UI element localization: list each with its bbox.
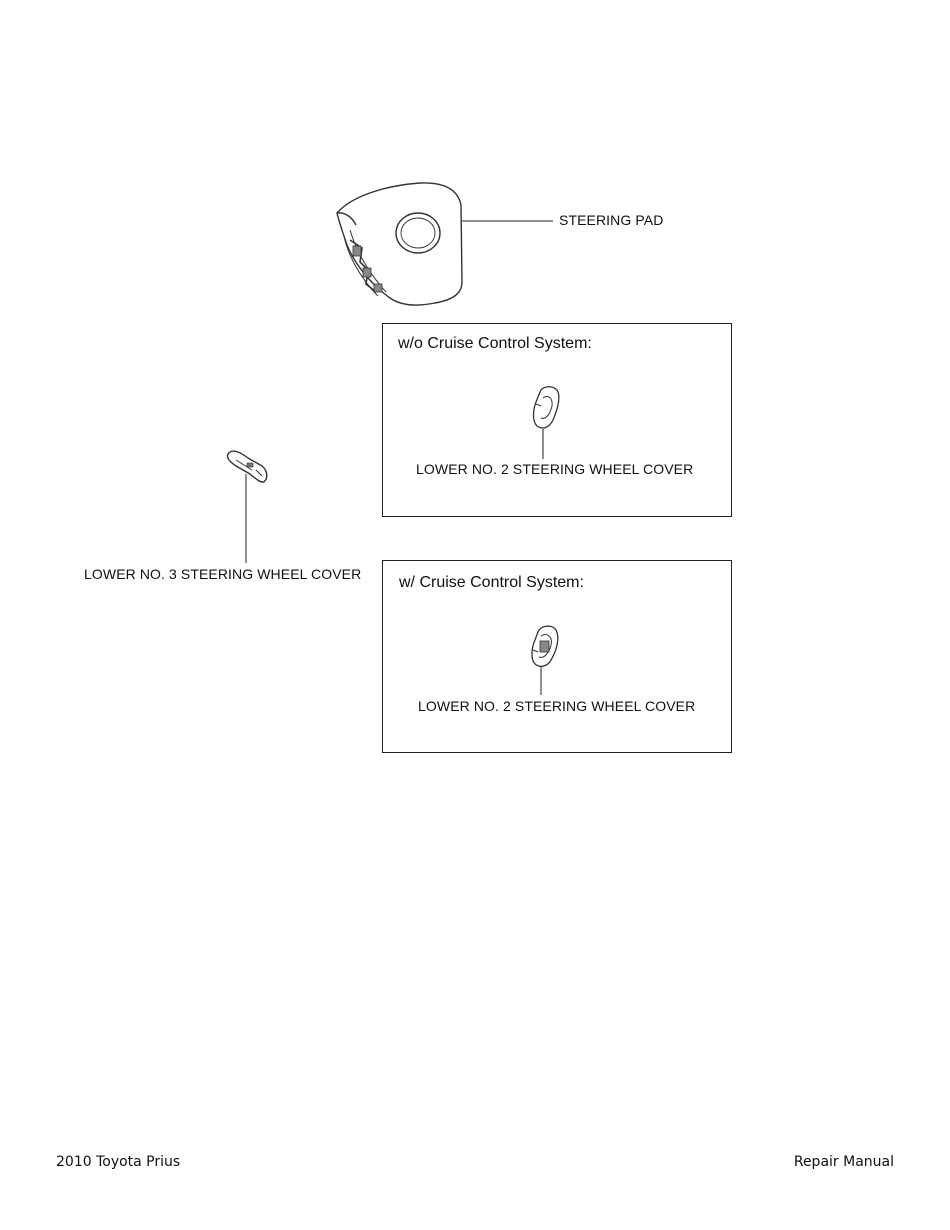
- panel-without-part-label: LOWER NO. 2 STEERING WHEEL COVER: [416, 461, 694, 477]
- steering-pad-label: STEERING PAD: [559, 212, 664, 228]
- footer-right: Repair Manual: [793, 1154, 894, 1170]
- steering-pad-illustration: [337, 183, 462, 305]
- panel-with-cruise-control: [382, 560, 732, 753]
- panel-with-part-label: LOWER NO. 2 STEERING WHEEL COVER: [418, 698, 696, 714]
- panel-without-cruise-control: [382, 323, 732, 517]
- footer-left: 2010 Toyota Prius: [56, 1154, 181, 1170]
- lower-no3-label: LOWER NO. 3 STEERING WHEEL COVER: [84, 566, 362, 582]
- panel-with-title: w/ Cruise Control System:: [399, 574, 584, 591]
- panel-without-title: w/o Cruise Control System:: [398, 335, 592, 352]
- lower-no3-cover-illustration: [227, 451, 266, 482]
